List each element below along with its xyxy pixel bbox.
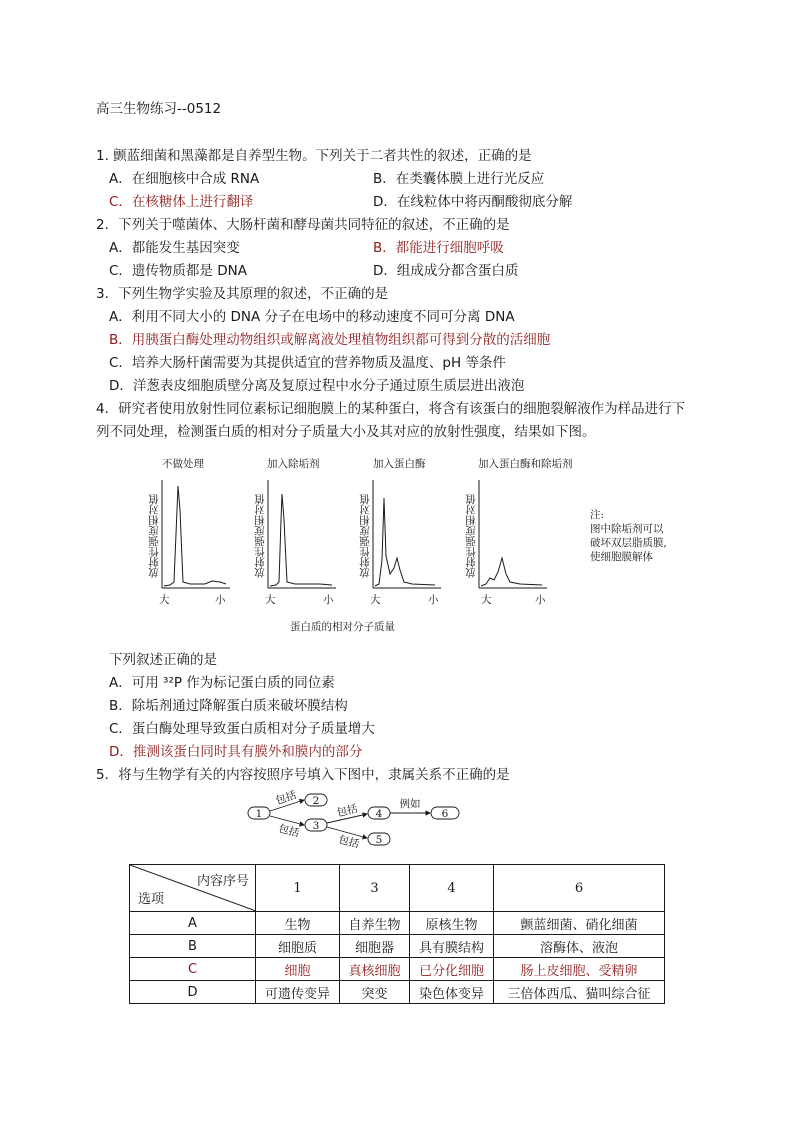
plot-4-curve [481,558,542,586]
q1-option-a: A．在细胞核中合成 RNA [109,171,260,187]
table-head-bottom: 选项 [138,892,165,907]
table-cell: 突变 [340,981,410,1004]
table-head-top: 内容序号 [196,874,249,889]
node-3: 3 [312,820,320,832]
table-cell-opt: B [130,935,256,958]
plot-3-x-big: 大 [370,594,381,606]
label-include-1: 包括 [274,789,298,808]
q1-option-c: C．在核糖体上进行翻译 [109,194,254,210]
table-cell: 三倍体西瓜、猫叫综合征 [494,981,665,1004]
plot-2-x-small: 小 [323,594,334,606]
q3-option-d: D．洋葱表皮细胞质壁分离及复原过程中水分子通过原生质层进出液泡 [109,378,525,394]
plot-4-axes [479,480,547,588]
table-cell: 细胞器 [340,935,410,958]
node-6: 6 [441,808,449,820]
plot-2-curve [270,494,332,586]
label-include-3: 包括 [335,802,359,820]
plot-2-title: 加入除垢剂 [267,458,320,470]
table-col-3: 3 [340,865,410,912]
table-row [130,935,665,958]
table-header-row [130,865,665,912]
q5-stem: 5．将与生物学有关的内容按照序号填入下图中，隶属关系不正确的是 [96,767,510,783]
table-cell: 已分化细胞 [410,958,494,981]
q2-option-b: B．都能进行细胞呼吸 [373,240,504,256]
radioactivity-plots [150,470,600,600]
table-col-1: 1 [256,865,340,912]
q2-option-a: A．都能发生基因突变 [109,240,240,256]
table-cell: 真核细胞 [340,958,410,981]
plot-3-curve [375,498,435,586]
q4-stem-line1: 4．研究者使用放射性同位素标记细胞膜上的某种蛋白，将含有该蛋白的细胞裂解液作为样品进行下 [96,401,686,417]
table-cell: 可遗传变异 [256,981,340,1004]
q2-option-c: C．遗传物质都是 DNA [109,263,247,279]
q2-option-d: D．组成成分都含蛋白质 [373,263,519,279]
plots-x-caption: 蛋白质的相对分子质量 [290,621,395,633]
q1-option-b: B．在类囊体膜上进行光反应 [373,171,545,187]
table-col-6: 6 [494,865,665,912]
plot-2-x-big: 大 [265,594,276,606]
table-col-4: 4 [410,865,494,912]
q3-option-b: B．用胰蛋白酶处理动物组织或解离液处理植物组织都可得到分散的活细胞 [109,332,551,348]
plot-2-ylabel: 放射性强度相对值 [254,494,266,578]
plot-1-ylabel: 放射性强度相对值 [148,494,160,578]
plot-1-x-big: 大 [159,594,170,606]
node-4: 4 [375,808,383,820]
plot-3-title: 加入蛋白酶 [373,458,426,470]
table-cell: 细胞 [256,958,340,981]
q2-stem: 2．下列关于噬菌体、大肠杆菌和酵母菌共同特征的叙述，不正确的是 [96,217,510,233]
table-cell-opt: C [130,958,256,981]
plot-2-axes [268,480,336,588]
plot-4-title: 加入蛋白酶和除垢剂 [478,458,573,470]
table-cell-opt: A [130,912,256,935]
plot-4-ylabel: 放射性强度相对值 [465,494,477,578]
q4-option-b: B．除垢剂通过降解蛋白质来破坏膜结构 [109,698,348,714]
node-2: 2 [312,795,320,807]
node-5: 5 [375,834,383,846]
plots-note: 注: 图中除垢剂可以 破坏双层脂质膜, 使细胞膜解体 [590,509,667,563]
label-include-4: 包括 [337,833,361,851]
plot-1-title: 不做处理 [162,458,204,470]
table-cell: 具有膜结构 [410,935,494,958]
table-cell: 溶酶体、液泡 [494,935,665,958]
table-row [130,958,665,981]
q1-option-d: D．在线粒体中将丙酮酸彻底分解 [373,194,573,210]
table-row [130,912,665,935]
table-cell-opt: D [130,981,256,1004]
plot-3-x-small: 小 [428,594,439,606]
table-corner-cell [130,865,256,912]
plot-4-x-big: 大 [481,594,492,606]
label-include-2: 包括 [277,822,301,840]
q5-table [129,864,665,1004]
q4-prompt: 下列叙述正确的是 [109,652,217,668]
label-example: 例如 [399,798,421,810]
q4-stem-line2: 列不同处理，检测蛋白质的相对分子质量大小及其对应的放射性强度，结果如下图。 [96,424,596,440]
plot-1-axes [162,480,230,588]
table-cell: 细胞质 [256,935,340,958]
plot-1-x-small: 小 [215,594,226,606]
q3-option-a: A．利用不同大小的 DNA 分子在电场中的移动速度不同可分离 DNA [109,309,515,325]
table-cell: 原核生物 [410,912,494,935]
q1-stem: 1. 颤蓝细菌和黑藻都是自养型生物。下列关于二者共性的叙述，正确的是 [96,148,532,164]
q4-option-d: D．推测该蛋白同时具有膜外和膜内的部分 [109,744,363,760]
node-1: 1 [255,808,263,820]
plot-1-curve [164,486,226,586]
plot-3-ylabel: 放射性强度相对值 [359,494,371,578]
table-cell: 肠上皮细胞、受精卵 [494,958,665,981]
q4-option-a: A．可用 ³²P 作为标记蛋白质的同位素 [109,675,335,691]
table-cell: 生物 [256,912,340,935]
plot-4-x-small: 小 [535,594,546,606]
q4-option-c: C．蛋白酶处理导致蛋白质相对分子质量增大 [109,721,375,737]
table-cell: 颤蓝细菌、硝化细菌 [494,912,665,935]
hierarchy-diagram [240,788,470,852]
q3-stem: 3．下列生物学实验及其原理的叙述，不正确的是 [96,286,389,302]
table-cell: 染色体变异 [410,981,494,1004]
table-row [130,981,665,1004]
table-cell: 自养生物 [340,912,410,935]
q3-option-c: C．培养大肠杆菌需要为其提供适宜的营养物质及温度、pH 等条件 [109,355,506,371]
page-title: 高三生物练习--0512 [96,101,222,117]
